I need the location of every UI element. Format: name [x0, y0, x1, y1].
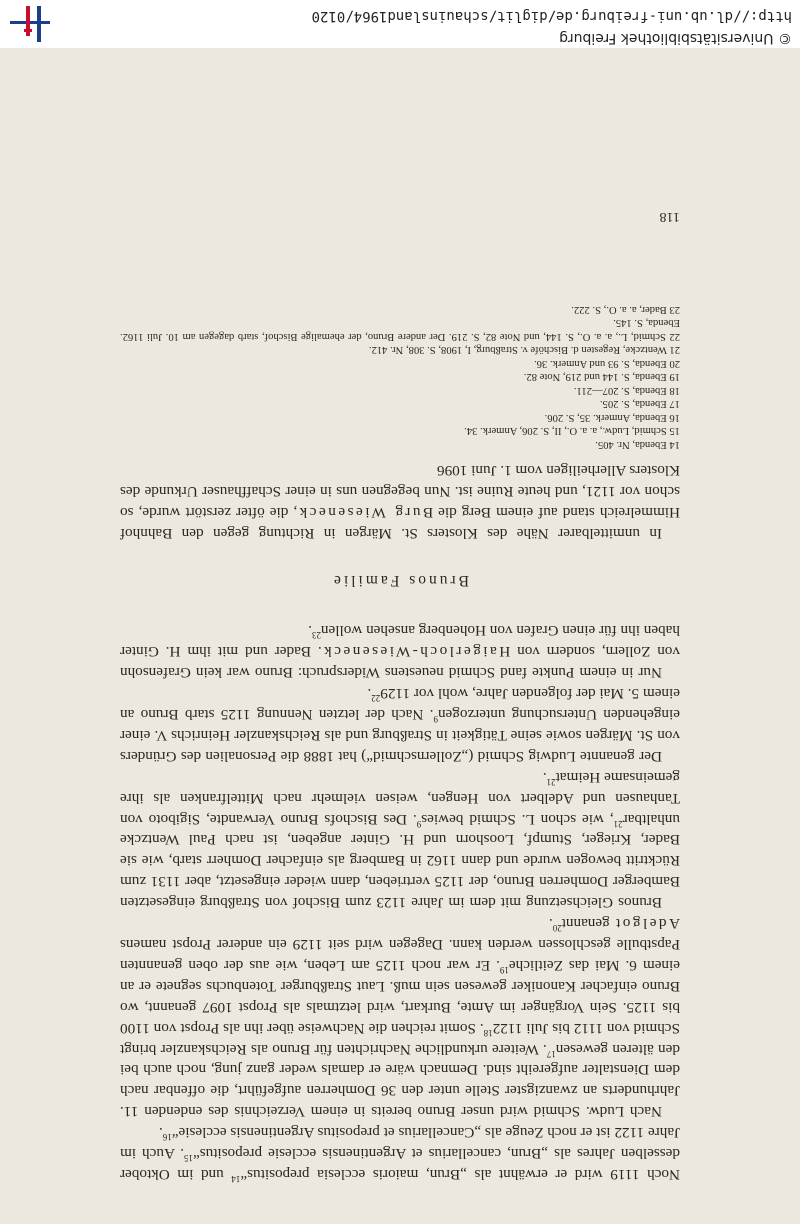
footnote-ref: 17: [546, 1048, 556, 1059]
section-heading: Brunos Familie: [331, 571, 470, 589]
footnote-ref: 21: [613, 818, 623, 829]
footnote-ref: 9: [433, 714, 438, 725]
text-run: In unmittelbarer Nähe des Klosters St. Märgen in Richtung gegen den Bahnhof Himmelreich stand auf einem Berg die: [120, 503, 680, 542]
footnote: 14 Ebenda, Nr. 405.: [595, 439, 680, 450]
footnote-ref: 18: [483, 1027, 493, 1038]
text-run: . Er war noch 1125 am Leben, wie aus der oben genannten Papstbulle geschlossen werden kann. Dagegen wird seit 1129 ein anderer Propst namens: [120, 936, 680, 974]
paragraph-3: [120, 766, 680, 912]
text-run: Noch 1119 wird er erwähnt als „Brun, maioris ecclesia prepositus“: [240, 1166, 680, 1183]
spaced-name: Adelgot: [613, 915, 680, 933]
text-run: Brunos Gleichsetzung mit dem im Jahre 1123 zum Bischof von Straßburg eingesetzten Bamberger Domherren Bruno, der 1125 vertrieben, dann wieder eingesetzt, aber 1131 zum Rücktritt bewogen wurde und dann 1162 in Bamberg als einfacher Domherr starb, wie sie Bader, Krieger, Stumpf, Looshorn und H. Ginter angeben, ist nach Paul Wentzcke unhaltbar: [120, 810, 680, 912]
text-run: .: [159, 1124, 163, 1142]
permalink-url[interactable]: http://dl.ub.uni-freiburg.de/diglit/schauinsland1964/0120: [311, 8, 792, 24]
text-run: , wie schon L. Schmid bewies: [421, 810, 614, 828]
library-logo-icon: [10, 6, 50, 42]
paragraph-1: [120, 1121, 680, 1184]
footnote-ref: 14: [231, 1174, 241, 1185]
text-run: Nur in einem Punkte fand Schmid neuestens Widerspruch: Bruno war kein Grafensohn von Zollern, sondern von: [120, 643, 680, 682]
text-run: . Weitere urkundliche Nachrichten für Bruno als Reichskanzler bringt Schmid von 1112 bis Juli 1122: [120, 1019, 680, 1058]
footnote-ref: 9: [416, 818, 422, 829]
library-header-bar: [0, 0, 800, 48]
text-run: .: [542, 768, 547, 786]
copyright-text: © Universitätsbibliothek Freiburg: [559, 30, 792, 46]
text-run: .: [308, 622, 312, 640]
text-run: . Somit reichen die Nachweise über ihn als Propst von 1100 bis 1125. Sein Vorgänger im Amte, Burkart, wird letztmals als Propst 1097 genannt, wo Bruno einfacher Kanoniker gewesen sein muß. Laut Straßburger Totenbuchs segnete er an einem 6. Mai das Zeitliche: [120, 956, 680, 1037]
paragraph-4: [120, 682, 680, 766]
text-column: [120, 303, 680, 1185]
footnote-ref: 23: [311, 630, 321, 641]
spaced-name: Haigerloch-Wieseneck: [321, 643, 511, 661]
footnote: 19 Ebenda, S. 144 und 219, Note 82.: [523, 371, 680, 383]
footnote-ref: 16: [162, 1132, 172, 1143]
book-page: [0, 48, 800, 1224]
footnote: 17 Ebenda, S. 205.: [599, 398, 680, 410]
text-run: .: [367, 685, 372, 703]
footnote-ref: 22: [371, 693, 381, 704]
footnote-ref: 19: [499, 965, 509, 975]
footnote-ref: 20: [552, 923, 562, 934]
footnote: 22 Schmid, L., a. a. O., S. 144, und Note 82, S. 219. Der andere Bruno, der ehemalige Bischof, starb dagegen am 10. Juli 1162. Ebenda, S. 145.: [120, 317, 680, 342]
text-run: Der genannte Ludwig Schmid („Zollernschmid“) hat 1888 die Personalien des Gründers von St. Märgen sowie seine Tätigkeit in Straßburg und als Reichskanzler Heinrichs V. einer eingehenden Untersuchung unterzogen: [120, 706, 680, 765]
footnote-ref: 15: [183, 1153, 193, 1164]
spaced-name: Burg Wieseneck: [297, 503, 434, 521]
paragraph-2: [120, 912, 680, 1121]
text-run: Nach Ludw. Schmid wird unser Bruno bereits in einem Verzeichnis des endenden 11. Jahrhunderts an zwanzigster Stelle unter den 36 Domherren aufgeführt, die offenbar nach dem Dienstalter aufgereiht sind. Demnach wäre er damals weder ganz jung, noch auch bei den älteren gewesen: [120, 1040, 680, 1121]
paragraph-6: [120, 459, 680, 543]
page-number: 118: [659, 209, 680, 224]
text-run: , die öfter zerstört wurde, so schon vor 1121, und heute Ruine ist. Nun begegnen uns in einer Schaffhauser Urkunde des Klosters Allerheiligen vom 1. Juni 1096: [120, 461, 680, 521]
paragraph-5: [120, 620, 680, 683]
footnote: 23 Bader, a. a. O., S. 222.: [571, 304, 680, 315]
text-run: .: [548, 915, 553, 933]
text-run: genannt: [561, 915, 614, 933]
footnote: 21 Wentzcke, Regesten d. Bischöfe v. Straßburg, I, 1908, S. 308, Nr. 412.: [368, 344, 680, 356]
footnote: 18 Ebenda, S. 207—211.: [573, 385, 680, 396]
footnote: 15 Schmid, Ludw., a. a. O., II, S. 206, Anmerk. 34.: [464, 425, 680, 437]
footnote: 20 Ebenda, S. 93 und Anmerk. 36.: [534, 358, 680, 369]
text-run: . Nach der letzten Nennung 1125 starb Bruno an einem 5. Mai der folgenden Jahre, wohl vor 1129: [120, 685, 680, 724]
footnotes: [120, 303, 680, 452]
text-run: . Bader und mit ihm H. Ginter haben ihn für einen Grafen von Hohenberg ansehen wollen: [120, 622, 680, 661]
text-run: . Des Bischofs Bruno Verwandte, Sigiboto von Tanhausen und Adelbert von Hengen, weisen vielmehr nach Mittelfranken als ihre gemeinsame Heimat: [120, 768, 680, 828]
text-run: und im Oktober desselben Jahres als „Brun, cancellarius et Argentinensis ecclesie prepositus“: [120, 1145, 680, 1183]
text-run: . Auch im Jahre 1122 ist er noch Zeuge als „Cancellarius et prepositus Argentinensis ecclesie“: [120, 1124, 680, 1163]
footnote-ref: 21: [546, 776, 556, 787]
footnote: 16 Ebenda, Anmerk. 35, S. 206.: [544, 412, 680, 423]
